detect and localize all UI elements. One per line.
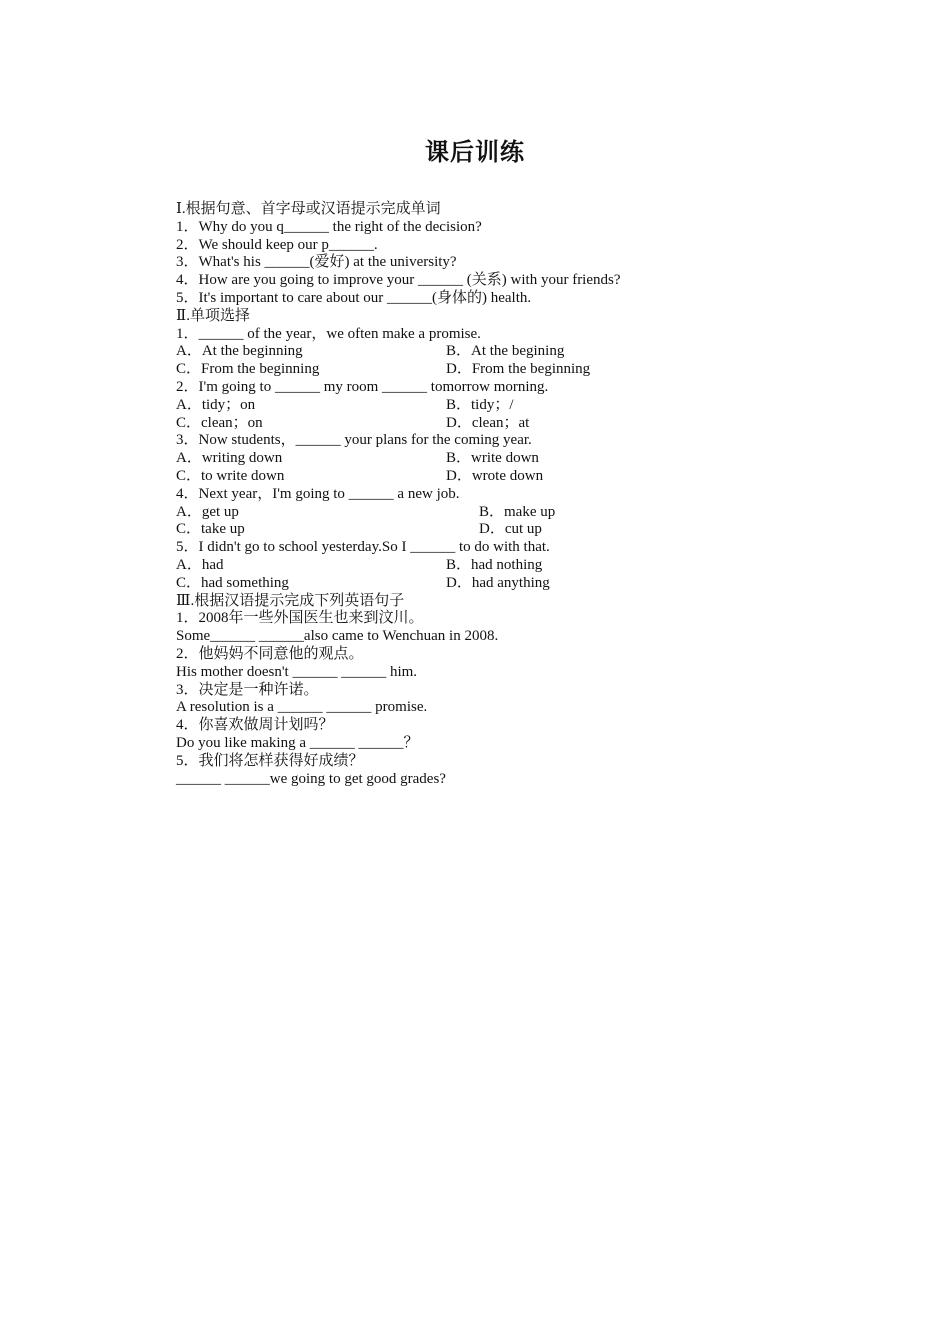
s2-q1-option-c: C．From the beginning [176,361,320,378]
s2-q2-options-row-2 [176,415,796,433]
s2-q3-stem: 3．Now students，______ your plans for the coming year. [176,432,532,449]
s3-item-3-chinese: 3．决定是一种许诺。 [176,681,319,698]
section-3-heading: Ⅲ.根据汉语提示完成下列英语句子 [176,592,405,609]
s2-q2-option-a: A．tidy；on [176,396,256,413]
s2-q2-stem: 2．I'm going to ______ my room ______ tomorrow morning. [176,378,549,395]
s2-q1-stem: 1．______ of the year，we often make a promise. [176,325,481,342]
s3-item-4-english: Do you like making a ______ ______？ [176,734,419,751]
s1-item-4: 4．How are you going to improve your ______ (关系) with your friends? [176,272,621,289]
section-1-heading: Ⅰ.根据句意、首字母或汉语提示完成单词 [176,201,441,217]
s2-q4-option-c: C．take up [176,521,245,538]
s2-q1-option-d: D．From the beginning [446,361,591,378]
s3-item-1-english: Some______ ______also came to Wenchuan in 2008. [176,628,499,645]
s2-q1-option-b: B．At the begining [446,343,565,360]
s2-q3-options-row-2 [176,468,796,486]
s1-item-2: 2．We should keep our p______. [176,236,378,253]
s2-q4-stem: 4．Next year，I'm going to ______ a new job. [176,485,460,502]
s1-item-5: 5．It's important to care about our ______(身体的) health. [176,289,532,306]
s2-q5-option-a: A．had [176,556,224,573]
s3-item-3-english: A resolution is a ______ ______ promise. [176,699,428,716]
s2-q5-option-d: D．had anything [446,574,550,591]
s1-item-3: 3．What's his ______(爱好) at the university? [176,254,457,271]
s1-item-1: 1．Why do you q______ the right of the decision? [176,218,482,235]
s3-item-1-chinese: 1．2008年一些外国医生也来到汶川。 [176,610,424,627]
s2-q3-option-d: D．wrote down [446,467,544,484]
s2-q4-option-d: D．cut up [479,521,542,538]
s2-q2-option-c: C．clean；on [176,414,263,431]
s2-q5-option-b: B．had nothing [446,556,543,573]
page-title: 课后训练 [425,138,525,166]
s3-item-5-english: ______ ______we going to get good grades? [176,770,446,787]
s2-q3-option-b: B．write down [446,450,539,467]
s2-q5-options-row-2 [176,575,796,593]
s2-q3-option-a: A．writing down [176,450,283,467]
s2-q4-option-a: A．get up [176,503,239,520]
exercise-body [176,201,796,788]
s2-q2-option-d: D．clean；at [446,414,530,431]
s2-q4-option-b: B．make up [479,503,556,520]
s2-q2-option-b: B．tidy；/ [446,396,514,413]
s2-q2-options-row-1 [176,397,796,415]
s3-item-2-chinese: 2．他妈妈不同意他的观点。 [176,645,364,662]
s2-q1-options-row-1 [176,343,796,361]
s3-item-2-english: His mother doesn't ______ ______ him. [176,663,418,680]
s2-q3-option-c: C．to write down [176,467,285,484]
s2-q5-stem: 5．I didn't go to school yesterday.So I ______ to do with that. [176,539,550,556]
s3-item-5-chinese: 5．我们将怎样获得好成绩？ [176,752,364,769]
s2-q1-option-a: A．At the beginning [176,343,303,360]
s2-q4-options-row-2 [176,521,796,539]
s2-q5-options-row-1 [176,557,796,575]
s3-item-4-chinese: 4．你喜欢做周计划吗？ [176,717,334,734]
s2-q1-options-row-2 [176,361,796,379]
s2-q4-options-row-1 [176,504,796,522]
s2-q5-option-c: C．had something [176,574,289,591]
s2-q3-options-row-1 [176,450,796,468]
section-2-heading: Ⅱ.单项选择 [176,307,250,324]
